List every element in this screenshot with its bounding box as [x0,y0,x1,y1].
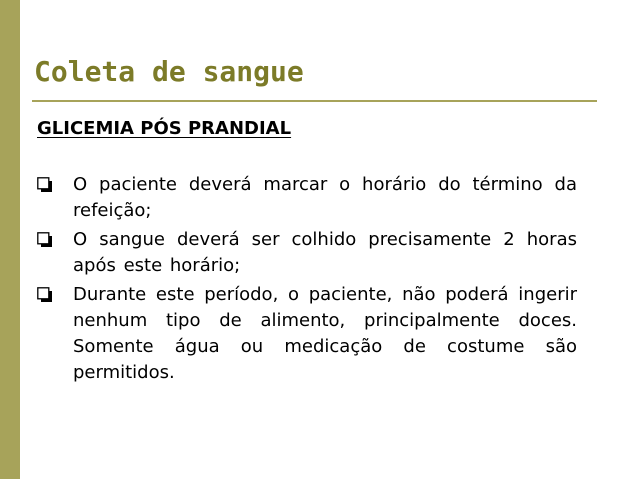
title-underline-rule [32,100,597,102]
bullet-text: O paciente deverá marcar o horário do término da refeição; [73,174,577,221]
slide-title: Coleta de sangue [34,55,304,88]
square-bullet-icon [37,177,53,193]
square-bullet-icon [37,287,53,303]
bullet-item [37,282,577,386]
bullet-text: O sangue deverá ser colhido precisamente 2 horas após este horário; [73,229,577,276]
square-bullet-icon [37,232,53,248]
bullet-list [37,172,577,389]
bullet-item [37,172,577,224]
bullet-item [37,227,577,279]
bullet-text: Durante este período, o paciente, não poderá ingerir nenhum tipo de alimento, principalmente doces. Somente água ou medicação de costume são permitidos. [73,284,577,383]
left-accent-bar [0,0,20,479]
slide-subtitle: GLICEMIA PÓS PRANDIAL [37,118,292,139]
